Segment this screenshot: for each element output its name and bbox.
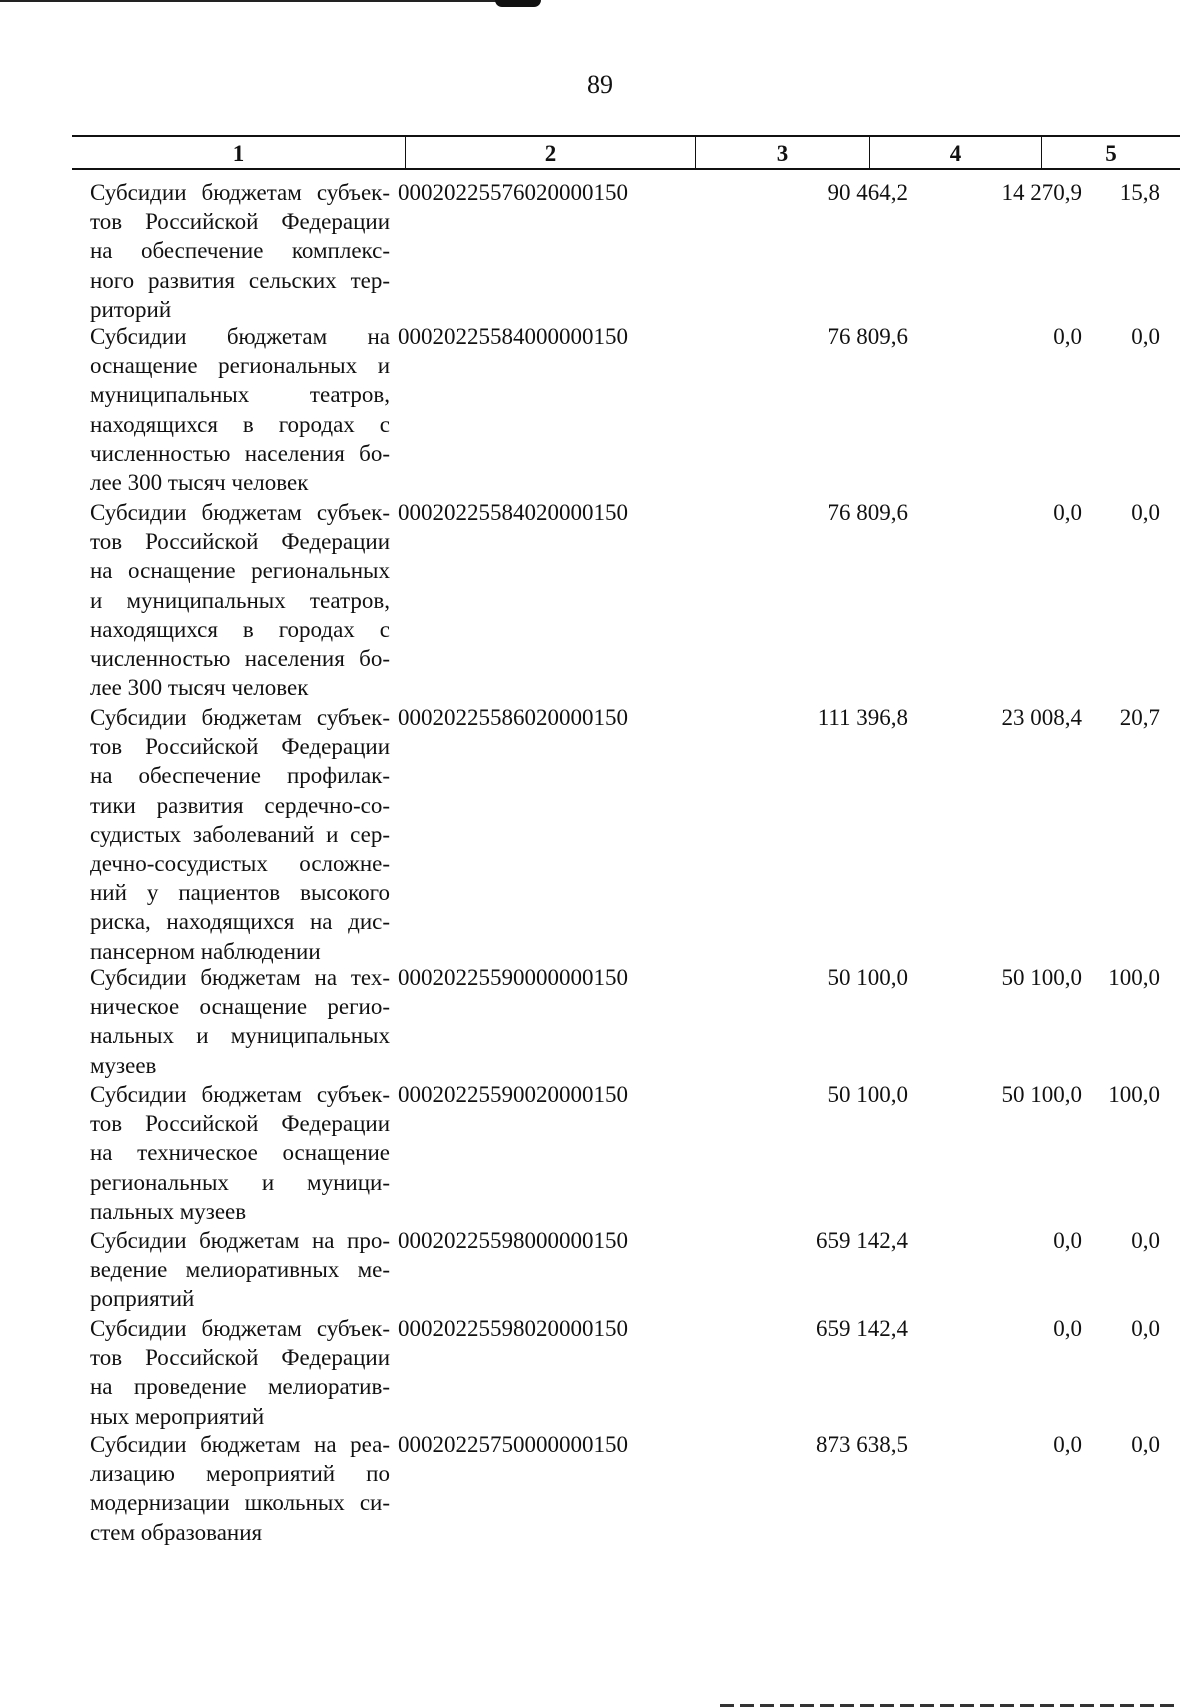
header-col-4: 4 <box>870 137 1042 168</box>
row-value-col3: 76 809,6 <box>827 324 908 349</box>
row-value-col4: 50 100,0 <box>1001 965 1082 990</box>
description-line: ных мероприятий <box>90 1403 265 1429</box>
description-line: тов Российской Федерации <box>90 1111 390 1137</box>
row-value-col3: 659 142,4 <box>816 1316 908 1341</box>
description-line: Субсидии бюджетам субъек- <box>90 1316 390 1341</box>
row-value-col5: 0,0 <box>1131 1316 1160 1341</box>
description-line: ного развития сельских тер- <box>90 267 390 293</box>
row-value-col3: 50 100,0 <box>827 1082 908 1107</box>
row-value-col5: 20,7 <box>1119 705 1160 730</box>
description-line: и муниципальных театров, <box>90 587 390 613</box>
row-code: 00020225584000000150 <box>398 324 628 349</box>
row-value-col5: 0,0 <box>1131 500 1160 525</box>
row-code: 00020225598000000150 <box>398 1228 628 1253</box>
description-line: судистых заболеваний и сер- <box>90 821 390 847</box>
row-value-col4: 14 270,9 <box>1001 180 1082 205</box>
budget-table <box>72 135 1180 1545</box>
row-value-col3: 76 809,6 <box>827 500 908 525</box>
row-code: 00020225598020000150 <box>398 1316 628 1341</box>
description-line: ведение мелиоративных ме- <box>90 1257 390 1283</box>
description-line: роприятий <box>90 1286 195 1312</box>
row-value-col4: 0,0 <box>1053 1228 1082 1253</box>
description-line: Субсидии бюджетам субъек- <box>90 705 390 730</box>
description-line: Субсидии бюджетам на реа- <box>90 1432 390 1457</box>
description-line: тики развития сердечно-со- <box>90 792 390 818</box>
description-line: риска, находящихся на дис- <box>90 909 390 935</box>
description-line: тов Российской Федерации <box>90 209 390 235</box>
row-value-col3: 90 464,2 <box>827 180 908 205</box>
description-line: нальных и муниципальных <box>90 1023 390 1049</box>
row-value-col5: 100,0 <box>1108 965 1160 990</box>
description-line: Субсидии бюджетам на про- <box>90 1228 390 1253</box>
row-code: 00020225576020000150 <box>398 180 628 205</box>
description-line: на оснащение региональных <box>90 558 390 584</box>
description-line: Субсидии бюджетам на <box>90 324 390 349</box>
description-line: на обеспечение комплекс- <box>90 238 390 264</box>
row-value-col3: 111 396,8 <box>817 705 908 730</box>
description-line: тов Российской Федерации <box>90 734 390 760</box>
row-value-col5: 0,0 <box>1131 324 1160 349</box>
row-value-col4: 0,0 <box>1053 500 1082 525</box>
description-line: лизацию мероприятий по <box>90 1461 390 1487</box>
table-header-row <box>72 135 1180 170</box>
row-value-col3: 659 142,4 <box>816 1228 908 1253</box>
description-line: находящихся в городах с <box>90 411 390 437</box>
header-col-2: 2 <box>406 137 696 168</box>
description-line: Субсидии бюджетам на тех- <box>90 965 390 990</box>
description-line: на техническое оснащение <box>90 1140 390 1166</box>
scan-edge-line <box>0 0 530 2</box>
row-value-col5: 15,8 <box>1119 180 1160 205</box>
row-description <box>90 498 390 702</box>
header-col-1: 1 <box>72 137 406 168</box>
row-value-col4: 0,0 <box>1053 1316 1082 1341</box>
header-col-3: 3 <box>696 137 870 168</box>
row-description <box>90 322 390 497</box>
description-line: на проведение мелиоратив- <box>90 1374 390 1400</box>
row-value-col4: 0,0 <box>1053 1432 1082 1457</box>
row-description <box>90 178 390 324</box>
description-line: ническое оснащение регио- <box>90 994 390 1020</box>
row-code: 00020225590020000150 <box>398 1082 628 1107</box>
row-description <box>90 703 390 966</box>
row-description <box>90 1226 390 1314</box>
row-value-col4: 0,0 <box>1053 324 1082 349</box>
description-line: муниципальных театров, <box>90 382 390 408</box>
row-description <box>90 1080 390 1226</box>
description-line: дечно-сосудистых осложне- <box>90 851 390 877</box>
description-line: численностью населения бо- <box>90 440 390 466</box>
description-line: лее 300 тысяч человек <box>90 470 309 496</box>
row-value-col4: 23 008,4 <box>1001 705 1082 730</box>
page-number: 89 <box>587 70 613 99</box>
description-line: Субсидии бюджетам субъек- <box>90 1082 390 1107</box>
description-line: оснащение региональных и <box>90 353 390 379</box>
description-line: стем образования <box>90 1519 263 1545</box>
description-line: пальных музеев <box>90 1198 247 1224</box>
row-value-col5: 0,0 <box>1131 1432 1160 1457</box>
description-line: региональных и муници- <box>90 1169 390 1195</box>
description-line: тов Российской Федерации <box>90 1345 390 1371</box>
row-value-col3: 50 100,0 <box>827 965 908 990</box>
row-code: 00020225590000000150 <box>398 965 628 990</box>
row-code: 00020225750000000150 <box>398 1432 628 1457</box>
description-line: лее 300 тысяч человек <box>90 675 309 701</box>
row-code: 00020225586020000150 <box>398 705 628 730</box>
row-code: 00020225584020000150 <box>398 500 628 525</box>
header-col-5: 5 <box>1105 141 1117 166</box>
description-line: ний у пациентов высокого <box>90 880 390 906</box>
description-line: на обеспечение профилак- <box>90 763 390 789</box>
row-description <box>90 1314 390 1431</box>
description-line: находящихся в городах с <box>90 616 390 642</box>
description-line: модернизации школьных си- <box>90 1490 390 1516</box>
description-line: музеев <box>90 1052 157 1078</box>
row-description <box>90 1430 390 1547</box>
description-line: Субсидии бюджетам субъек- <box>90 180 390 205</box>
row-value-col3: 873 638,5 <box>816 1432 908 1457</box>
description-line: Субсидии бюджетам субъек- <box>90 500 390 525</box>
description-line: численностью населения бо- <box>90 646 390 672</box>
description-line: риторий <box>90 296 172 322</box>
row-value-col5: 0,0 <box>1131 1228 1160 1253</box>
scan-artifact <box>495 0 541 7</box>
description-line: тов Российской Федерации <box>90 529 390 555</box>
row-description <box>90 963 390 1080</box>
row-value-col4: 50 100,0 <box>1001 1082 1082 1107</box>
description-line: пансерном наблюдении <box>90 938 321 964</box>
row-value-col5: 100,0 <box>1108 1082 1160 1107</box>
scan-artifact-bottom <box>720 1704 1180 1707</box>
